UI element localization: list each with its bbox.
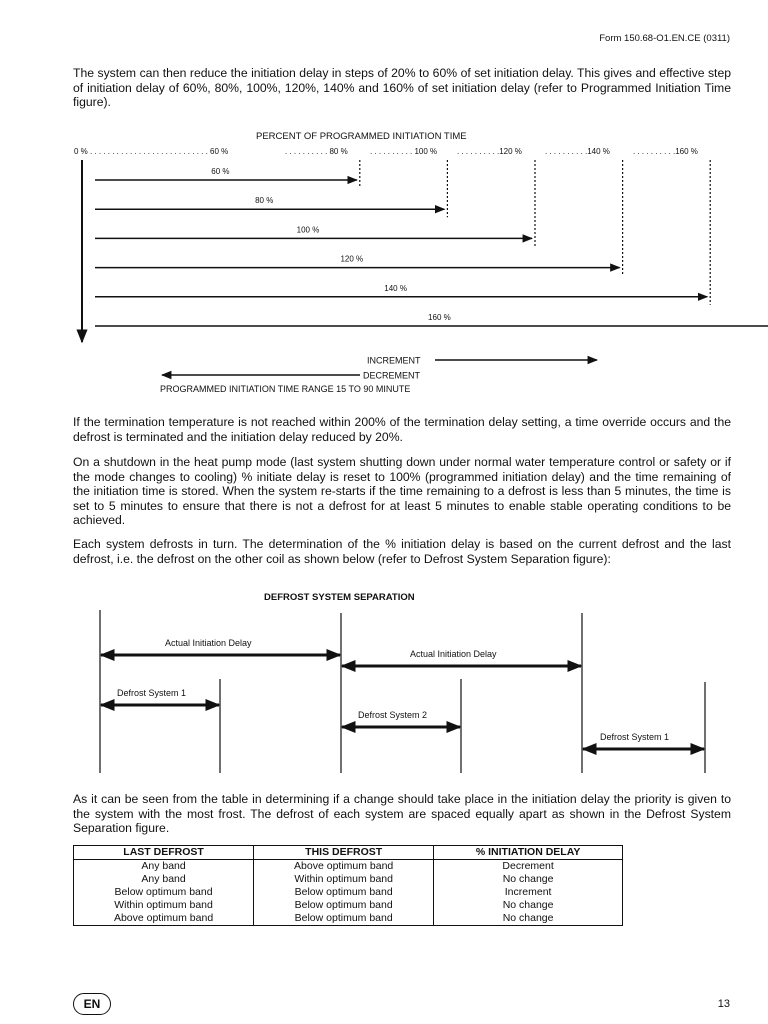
table-row bbox=[74, 873, 623, 886]
table-cell: Below optimum band bbox=[254, 899, 434, 912]
table-cell: No change bbox=[434, 912, 623, 926]
table-cell: No change bbox=[434, 873, 623, 886]
form-number: Form 150.68-O1.EN.CE (0311) bbox=[599, 33, 730, 44]
column-header: % INITIATION DELAY bbox=[434, 846, 623, 860]
table-cell: Above optimum band bbox=[254, 860, 434, 874]
percent-bar-label: 120 % bbox=[340, 254, 364, 264]
column-header: LAST DEFROST bbox=[74, 846, 254, 860]
table-cell: Increment bbox=[434, 886, 623, 899]
table-header-row bbox=[74, 846, 623, 860]
scale-label-160: . . . . . . . . . .160 % bbox=[633, 147, 698, 156]
table-row bbox=[74, 860, 623, 874]
percent-bar-label: 140 % bbox=[384, 283, 407, 293]
table-cell: Any band bbox=[74, 873, 254, 886]
defrost-system-label: Defrost System 1 bbox=[600, 732, 670, 742]
paragraph-priority: As it can be seen from the table in determining if a change should take place in the initiation delay the priority is given to the system with the most frost. The defrost of each system are spaced equally apart as shown in the Defrost System Separation figure. bbox=[73, 792, 731, 836]
paragraph-initiation-steps: The system can then reduce the initiation delay in steps of 20% to 60% of set initiation delay. This gives and effective step of initiation delay of 60%, 80%, 100%, 120%, 140% and 160% of set initiation delay (refer to Programmed Initiation Time figure). bbox=[73, 66, 731, 110]
table-cell: No change bbox=[434, 899, 623, 912]
defrost-system-separation-figure bbox=[0, 580, 768, 780]
scale-label-100: . . . . . . . . . . 100 % bbox=[370, 147, 438, 156]
table-cell: Above optimum band bbox=[74, 912, 254, 926]
percent-bars bbox=[95, 160, 768, 334]
scale-label-80: . . . . . . . . . . 80 % bbox=[285, 147, 348, 156]
range-label: PROGRAMMED INITIATION TIME RANGE 15 TO 90 MINUTE bbox=[160, 384, 411, 394]
initiation-delay-table bbox=[73, 845, 623, 926]
scale-label-120: . . . . . . . . . .120 % bbox=[457, 147, 522, 156]
percent-bar-label: 160 % bbox=[428, 313, 451, 322]
defrost-system-label: Defrost System 1 bbox=[117, 688, 187, 698]
figure1-title: PERCENT OF PROGRAMMED INITIATION TIME bbox=[256, 131, 467, 142]
defrost-system-label: Defrost System 2 bbox=[358, 710, 428, 720]
percent-bar-label: 60 % bbox=[211, 167, 230, 176]
language-badge: EN bbox=[73, 993, 111, 1015]
figure2-title: DEFROST SYSTEM SEPARATION bbox=[264, 592, 415, 603]
table-row bbox=[74, 899, 623, 912]
paragraph-systems-defrost: Each system defrosts in turn. The determination of the % initiation delay is based on the current defrost and the last defrost, i.e. the defrost on the other coil as shown below (refer to Defrost System Separation figure): bbox=[73, 537, 731, 566]
scale-label-140: . . . . . . . . . .140 % bbox=[545, 147, 610, 156]
paragraph-shutdown: On a shutdown in the heat pump mode (last system shutting down under normal water temperature control or safety or if the mode changes to cooling) % initiate delay is reset to 100% (programmed initiation delay) and the time remaining of the initiation time is stored. When the system re-starts if the time remaining to a defrost is less than 5 minutes, the time is set to 5 minutes to ensure that there is not a defrost for at least 5 minutes to enable stable operating conditions to be achieved. bbox=[73, 455, 731, 528]
table-cell: Below optimum band bbox=[254, 912, 434, 926]
table-row bbox=[74, 886, 623, 899]
column-header: THIS DEFROST bbox=[254, 846, 434, 860]
initiation-delay-label: Actual Initiation Delay bbox=[165, 638, 252, 648]
table-cell: Below optimum band bbox=[254, 886, 434, 899]
percent-bar-label: 100 % bbox=[296, 225, 320, 235]
decrement-label: DECREMENT bbox=[363, 370, 421, 381]
table-row bbox=[74, 912, 623, 926]
table-cell: Within optimum band bbox=[74, 899, 254, 912]
table-cell: Below optimum band bbox=[74, 886, 254, 899]
percent-bar-label: 80 % bbox=[255, 196, 274, 206]
initiation-delay-label: Actual Initiation Delay bbox=[410, 649, 497, 659]
scale-label-60: 0 % . . . . . . . . . . . . . . . . . . . . . . . . . . . 60 % bbox=[74, 147, 229, 156]
table-cell: Decrement bbox=[434, 860, 623, 874]
page-number: 13 bbox=[717, 998, 730, 1010]
increment-label: INCREMENT bbox=[367, 355, 421, 366]
programmed-initiation-time-figure bbox=[0, 120, 768, 400]
table-cell: Any band bbox=[74, 860, 254, 874]
table-cell: Within optimum band bbox=[254, 873, 434, 886]
paragraph-time-override: If the termination temperature is not reached within 200% of the termination delay setting, a time override occurs and the defrost is terminated and the initiation delay reduced by 20%. bbox=[73, 415, 731, 444]
